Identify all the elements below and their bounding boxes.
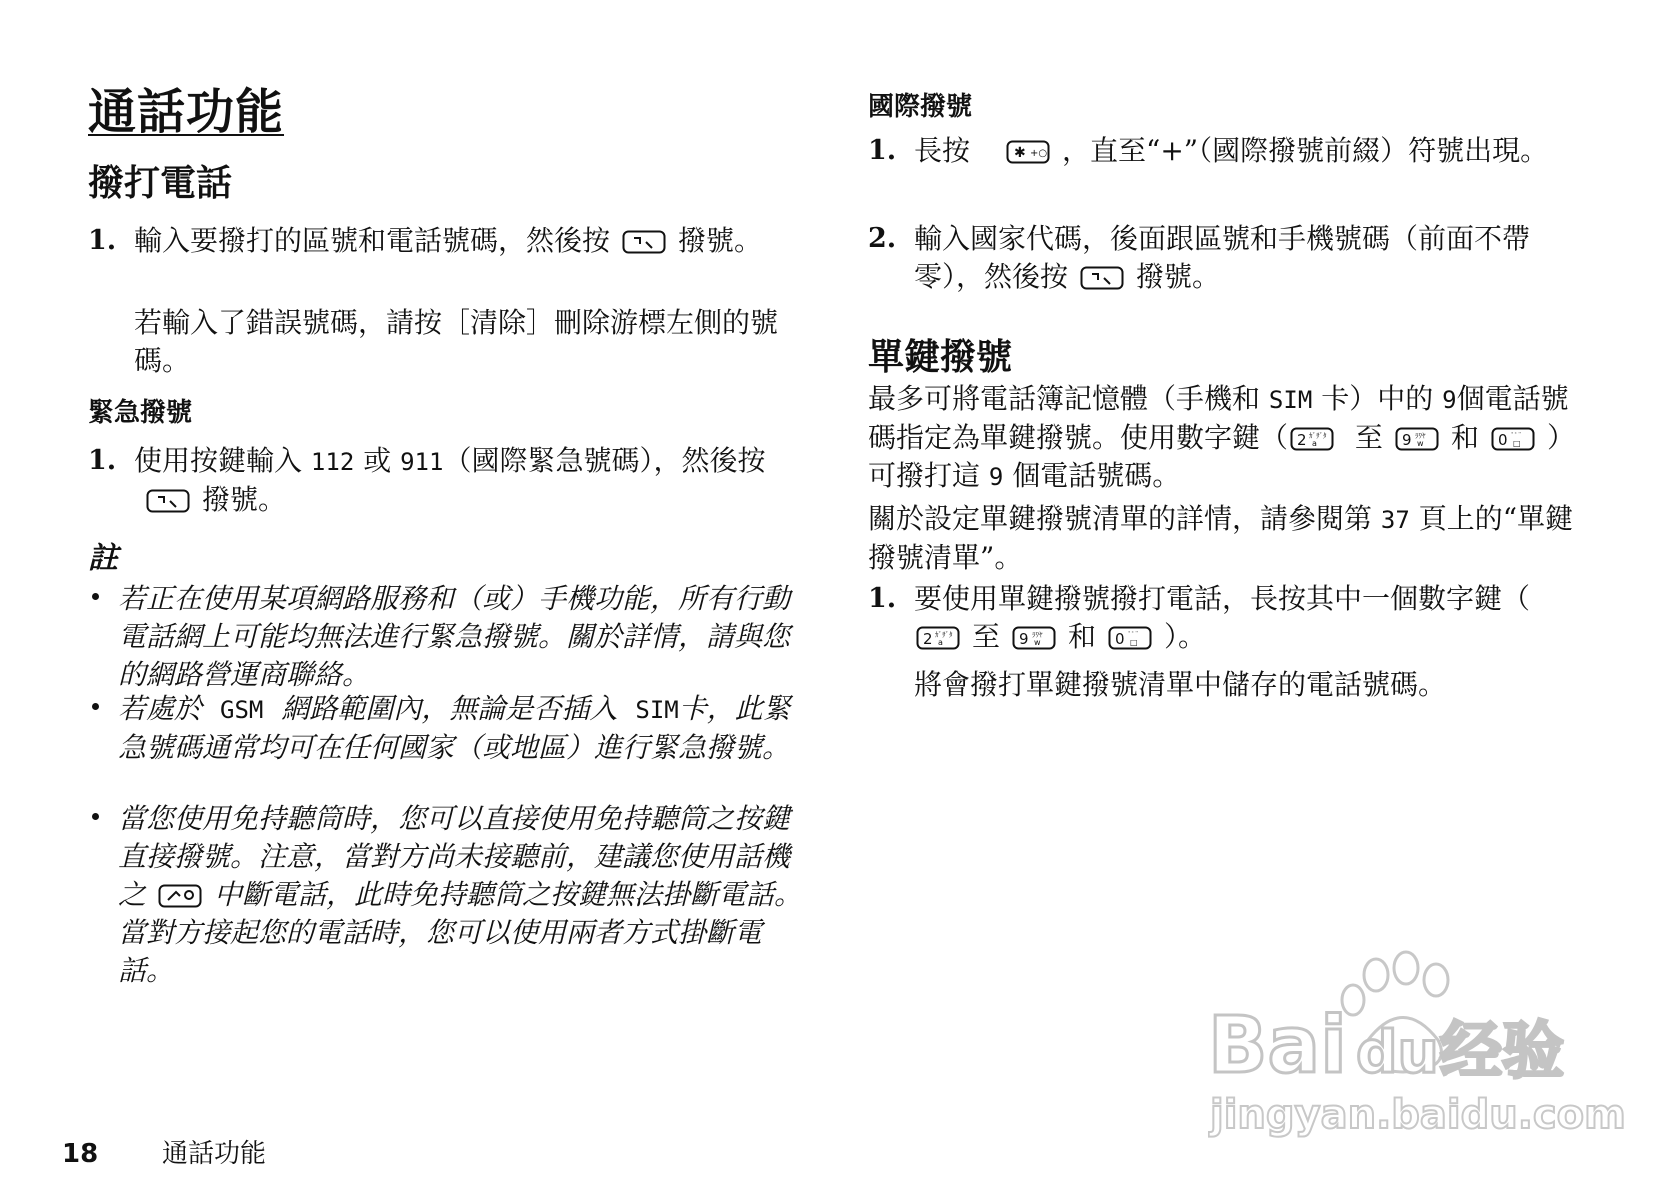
step-number: 1.	[868, 135, 897, 166]
svg-text:w: w	[1416, 439, 1424, 448]
svg-text:9: 9	[1401, 431, 1412, 449]
svg-text:ﾗﾜﾔ: ﾗﾜﾔ	[1414, 432, 1426, 440]
step-number: 1.	[88, 225, 117, 256]
emergency-step-1	[88, 442, 808, 519]
step-number: 1.	[88, 445, 117, 476]
section-heading-international: 國際撥號	[868, 92, 973, 122]
key-2-icon	[1290, 427, 1334, 451]
bullet-dot	[92, 813, 99, 820]
svg-text:w: w	[1034, 638, 1041, 647]
svg-text:ｶﾞｻﾞﾀ: ｶﾞｻﾞﾀ	[935, 631, 953, 639]
page-number: 18	[62, 1139, 99, 1169]
baidu-jingyan-watermark	[1208, 950, 1628, 1140]
svg-text:2: 2	[923, 630, 933, 648]
make-call-step-1	[88, 222, 808, 260]
note-title: 註	[88, 541, 118, 576]
speed-dial-step-1: 1. 要使用單鍵撥號撥打電話，長按其中一個數字鍵（ 2 ｶﾞｻﾞﾀ a 至 9 ﾗﾜﾔ w 和 0 ﾞﾟ¨ □ ）。	[868, 582, 1531, 653]
svg-text:ﾞﾟ¨: ﾞﾟ¨	[1510, 432, 1522, 440]
international-step-1: 1. 長按 ✱ +○ ，直至“+”（國際撥號前綴）符號出現。	[868, 132, 1580, 170]
svg-text:✱: ✱	[1014, 145, 1026, 161]
step-number: 1.	[868, 583, 897, 614]
svg-text:ｶﾞｻﾞﾀ: ｶﾞｻﾞﾀ	[1309, 432, 1327, 440]
svg-text:+○: +○	[1030, 148, 1048, 159]
key-0-icon	[1491, 427, 1535, 451]
bullet-dot	[92, 703, 99, 710]
key-9-icon	[1012, 626, 1056, 650]
svg-text:2: 2	[1297, 431, 1307, 449]
svg-text:□: □	[1512, 439, 1521, 448]
svg-text:0: 0	[1497, 431, 1508, 449]
svg-text:9: 9	[1019, 630, 1029, 648]
step-text: 使用按鍵輸入 112 或 911（國際緊急號碼），然後按 撥號。	[134, 444, 766, 516]
svg-text:a: a	[938, 638, 943, 647]
section-heading-make-call: 撥打電話	[88, 163, 233, 204]
page-title: 通話功能	[88, 84, 285, 140]
make-call-note: 若輸入了錯誤號碼，請按［清除］刪除游標左側的號碼。	[134, 306, 779, 377]
step-number: 2.	[868, 223, 897, 254]
end-key-icon	[158, 884, 202, 908]
call-key-icon	[146, 489, 190, 513]
svg-text:□: □	[1130, 638, 1138, 647]
svg-text:a: a	[1312, 439, 1317, 448]
svg-text:jingyan.baidu.com: jingyan.baidu.com	[1210, 1092, 1626, 1138]
footer-title: 通話功能	[162, 1139, 267, 1169]
call-key-icon	[622, 230, 666, 254]
key-0-icon	[1108, 626, 1152, 650]
svg-text:ﾞﾟ¨: ﾞﾟ¨	[1128, 631, 1139, 639]
key-9-icon	[1395, 427, 1439, 451]
international-step-2: 2. 輸入國家代碼，後面跟區號和手機號碼（前面不帶零），然後按 撥號。	[868, 222, 1531, 293]
svg-text:du: du	[1356, 1018, 1439, 1086]
step-text: 輸入要撥打的區號和電話號碼，然後按 撥號。	[134, 224, 763, 257]
note-bullet-3: 當您使用免持聽筒時，您可以直接使用免持聽筒之按鍵直接撥號。注意，當對方尚未接聽前，建議您使用話機之 中斷電話，此時免持聽筒之按鍵無法掛斷電話。當對方接起您的電話時，您可以使用兩者方式掛斷電話。	[88, 800, 808, 990]
star-key-icon	[1006, 140, 1050, 164]
section-heading-emergency: 緊急撥號	[88, 398, 193, 428]
svg-text:Bai: Bai	[1208, 1001, 1347, 1091]
bullet-dot	[92, 593, 99, 600]
svg-text:0: 0	[1115, 630, 1125, 648]
speed-dial-step-note: 將會撥打單鍵撥號清單中儲存的電話號碼。	[914, 668, 1447, 701]
call-key-icon	[1080, 266, 1124, 290]
speed-dial-paragraph-1: 最多可將電話簿記憶體（手機和 SIM 卡）中的 9個電話號碼指定為單鍵撥號。使用數字鍵（ 2 ｶﾞｻﾞﾀ a 至 9 ﾗﾜﾔ w 和 0 ﾞﾟ¨ □ ）可撥打這 9 個電話號碼。	[868, 382, 1575, 492]
note-bullet-1: 若正在使用某項網路服務和（或）手機功能，所有行動電話網上可能均無法進行緊急撥號。關於詳情，請與您的網路營運商聯絡。	[88, 580, 808, 694]
svg-text:ﾗﾜﾔ: ﾗﾜﾔ	[1032, 631, 1043, 639]
svg-text:经验: 经验	[1440, 1014, 1565, 1087]
key-2-icon	[916, 626, 960, 650]
section-heading-speed-dial: 單鍵撥號	[868, 337, 1013, 378]
speed-dial-paragraph-2: 關於設定單鍵撥號清單的詳情，請參閱第 37 頁上的“單鍵撥號清單”。	[868, 502, 1574, 574]
emergency-number-911: 911	[400, 448, 444, 476]
note-bullet-2: 若處於 GSM 網路範圍內，無論是否插入 SIM卡，此緊急號碼通常均可在任何國家（或地區）進行緊急撥號。	[88, 690, 808, 767]
emergency-number-112: 112	[310, 448, 355, 476]
